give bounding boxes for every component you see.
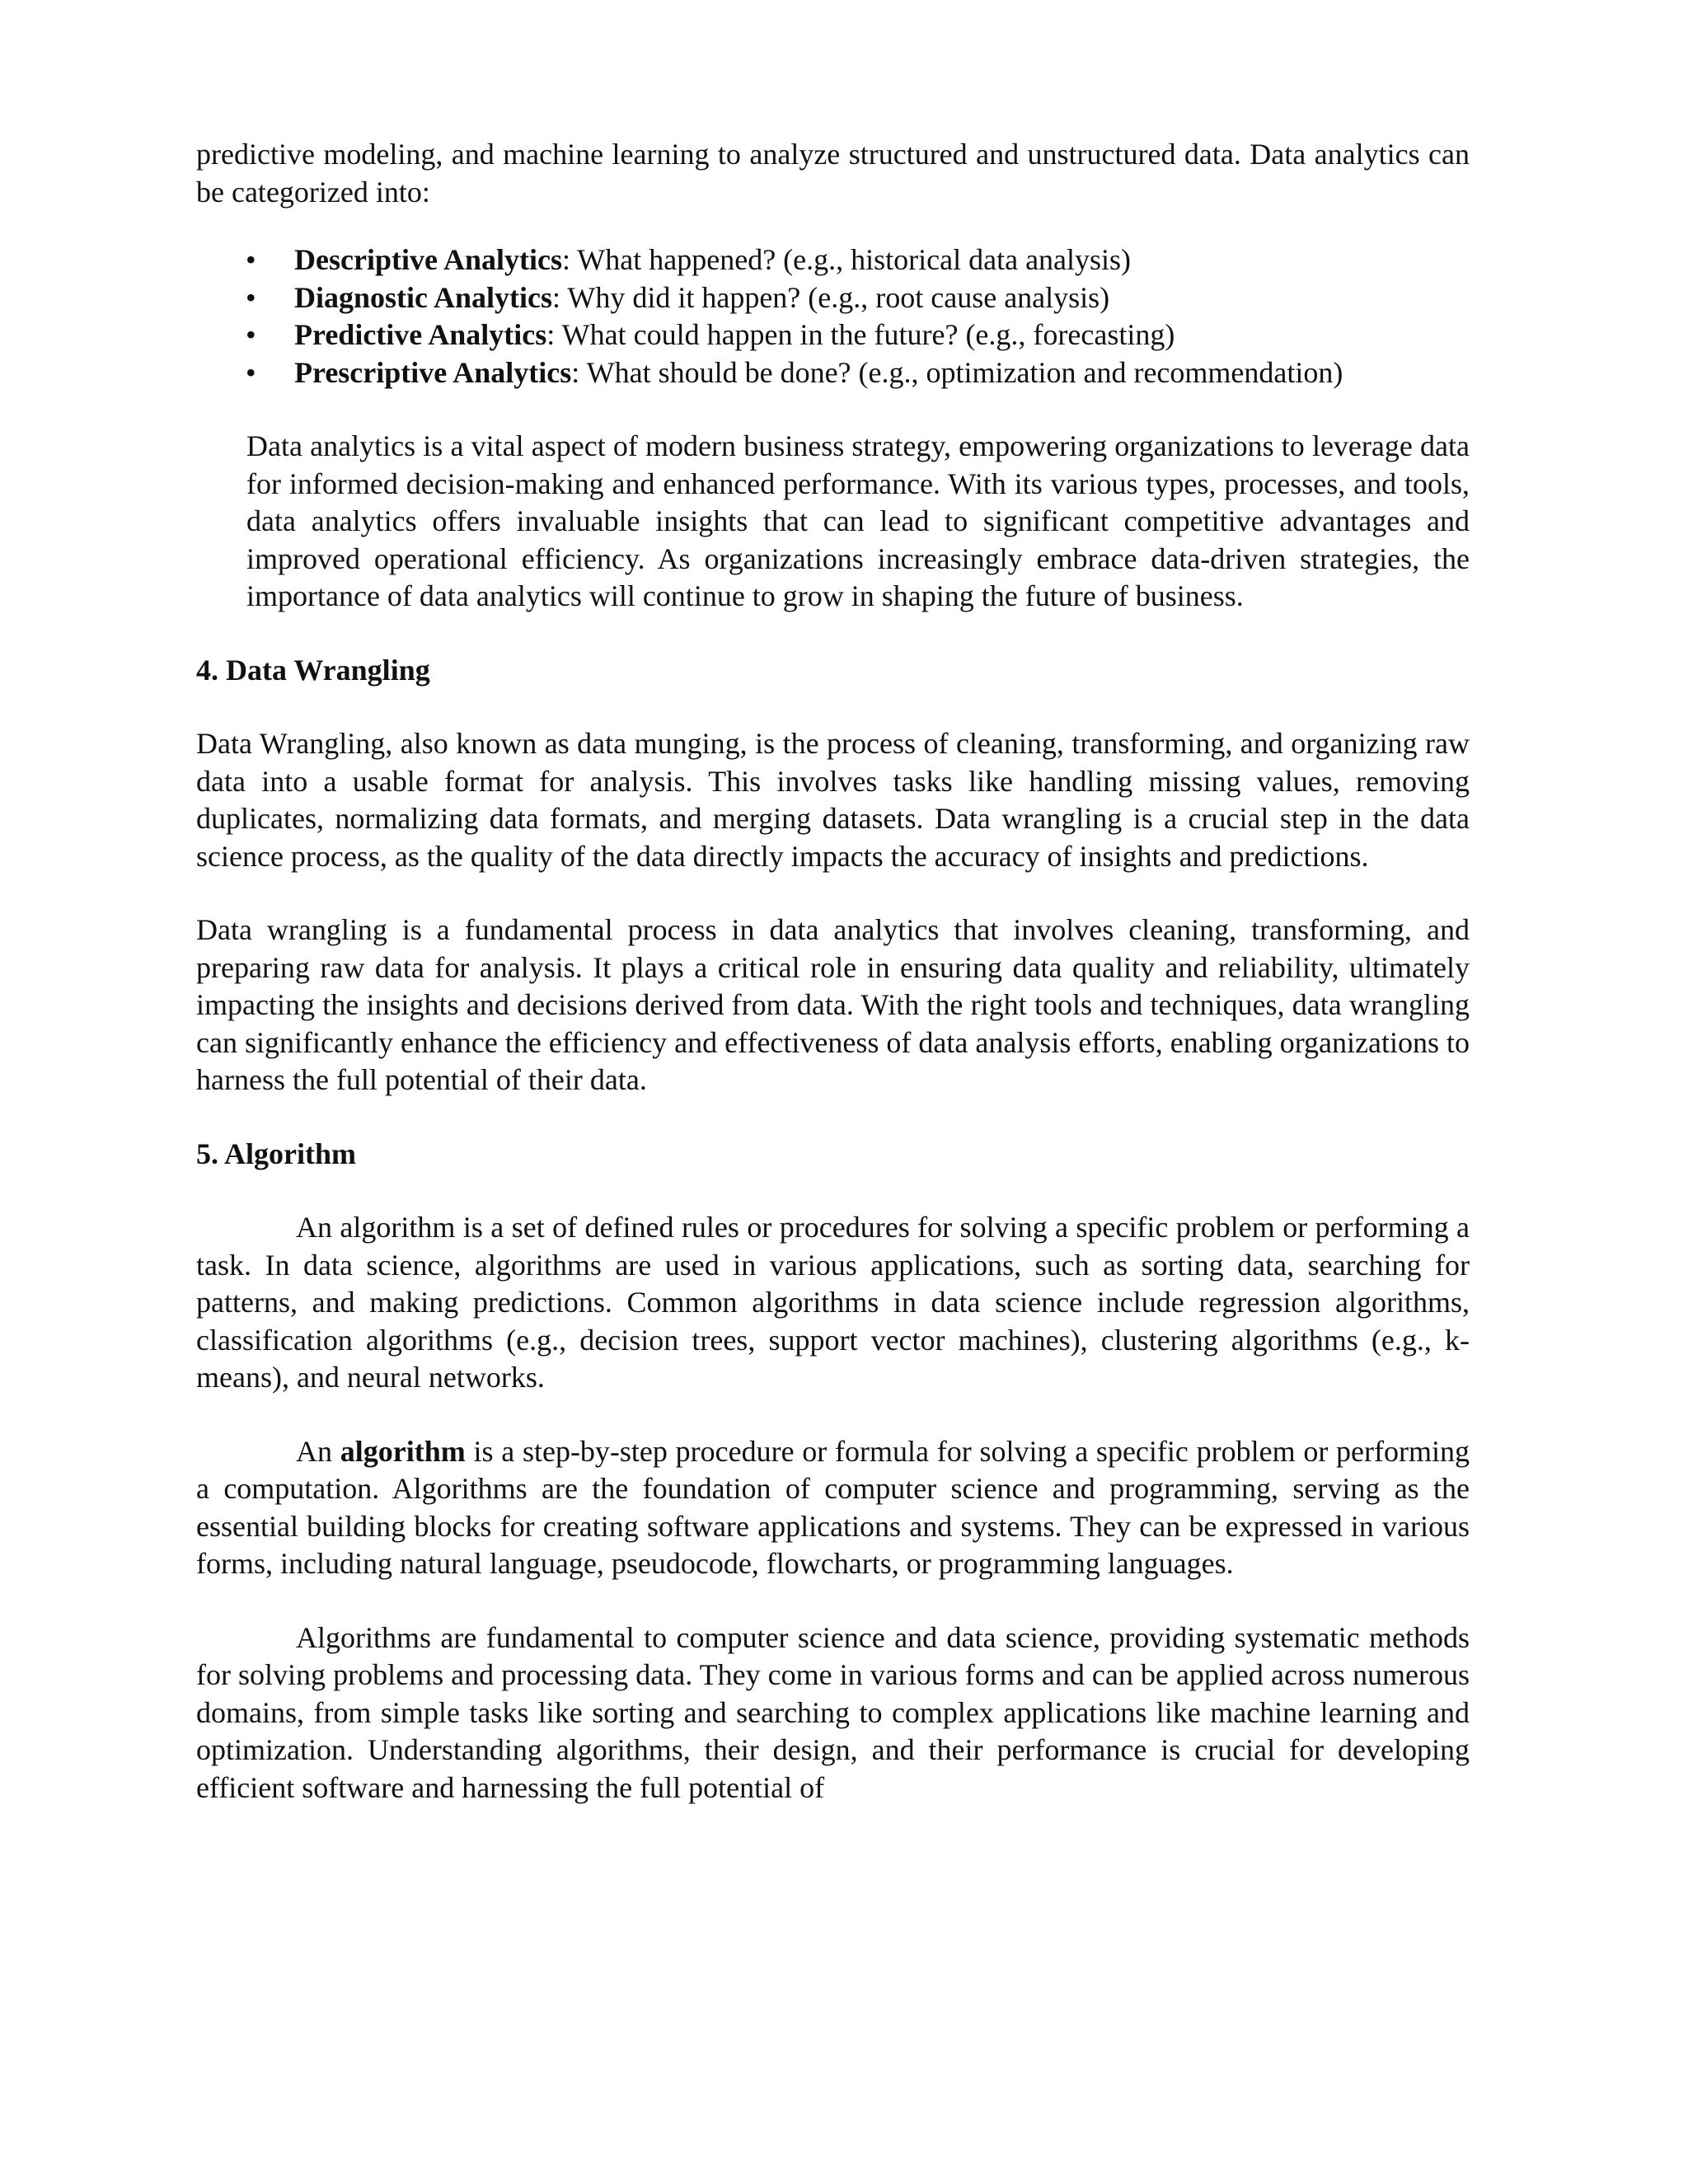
list-item xyxy=(196,354,1470,392)
list-item xyxy=(196,279,1470,317)
algorithm-para2-rest: is a step-by-step procedure or formula for solving a specific problem or performing a computation. Algorithms are the foundation of computer science and programming, serving as the essential building blocks for creating software applications and systems. They can be expressed in various forms, including natural language, pseudocode, flowcharts, or programming languages. xyxy=(196,1434,1470,1580)
section-heading-data-wrangling: 4. Data Wrangling xyxy=(196,653,430,687)
algorithm-paragraph-3: Algorithms are fundamental to computer science and data science, providing systematic methods for solving problems and processing data. They come in various forms and can be applied across numerous domains, from simple tasks like sorting and searching to complex applications like machine learning and optimization. Understanding algorithms, their design, and their performance is crucial for developing efficient software and harnessing the full potential of xyxy=(196,1620,1470,1804)
analytics-summary-paragraph: Data analytics is a vital aspect of modern business strategy, empowering organizations to leverage data for informed decision-making and enhanced performance. With its various types, processes, and tools, data analytics offers invaluable insights that can lead to significant competitive advantages and improved operational efficiency. As organizations increasingly embrace data-driven strategies, the importance of data analytics will continue to grow in shaping the future of business. xyxy=(246,429,1470,612)
analytics-term: Descriptive Analytics xyxy=(294,243,562,276)
data-wrangling-paragraph-1: Data Wrangling, also known as data munging, is the process of cleaning, transforming, and organizing raw data into a usable format for analysis. This involves tasks like handling missing values, removing duplicates, normalizing data formats, and merging datasets. Data wrangling is a crucial step in the data science process, as the quality of the data directly impacts the accuracy of insights and predictions. xyxy=(196,727,1470,873)
list-item xyxy=(196,316,1470,354)
bullet-icon: • xyxy=(246,355,256,389)
analytics-term: Diagnostic Analytics xyxy=(294,280,553,314)
list-item xyxy=(196,241,1470,279)
intro-paragraph: predictive modeling, and machine learning to analyze structured and unstructured data. Data analytics can be categorized into: xyxy=(196,138,1470,209)
section-heading-algorithm: 5. Algorithm xyxy=(196,1137,356,1170)
algorithm-para2-prefix: An xyxy=(296,1434,340,1468)
analytics-types-list xyxy=(196,241,1470,391)
bullet-icon: • xyxy=(246,318,256,351)
algorithm-paragraph-1: An algorithm is a set of defined rules or procedures for solving a specific problem or performing a task. In data science, algorithms are used in various applications, such as sorting data, searching for patterns, and making predictions. Common algorithms in data science include regression algorithms, classification algorithms (e.g., decision trees, support vector machines), clustering algorithms (e.g., k-means), and neural networks. xyxy=(196,1211,1470,1394)
document-page xyxy=(196,136,1470,1807)
algorithm-term-bold: algorithm xyxy=(340,1434,466,1468)
analytics-term: Predictive Analytics xyxy=(294,318,547,351)
analytics-desc: : What should be done? (e.g., optimization and recommendation) xyxy=(571,355,1343,389)
algorithm-paragraph-2 xyxy=(196,1433,1470,1583)
bullet-icon: • xyxy=(246,243,256,276)
analytics-desc: : What could happen in the future? (e.g., forecasting) xyxy=(546,318,1175,351)
bullet-icon: • xyxy=(246,280,256,314)
data-wrangling-paragraph-2: Data wrangling is a fundamental process in data analytics that involves cleaning, transforming, and preparing raw data for analysis. It plays a critical role in ensuring data quality and reliability, ultimately impacting the insights and decisions derived from data. With the right tools and techniques, data wrangling can significantly enhance the efficiency and effectiveness of data analysis efforts, enabling organizations to harness the full potential of their data. xyxy=(196,913,1470,1096)
analytics-desc: : Why did it happen? (e.g., root cause analysis) xyxy=(552,280,1110,314)
analytics-term: Prescriptive Analytics xyxy=(294,355,572,389)
analytics-desc: : What happened? (e.g., historical data analysis) xyxy=(561,243,1132,276)
